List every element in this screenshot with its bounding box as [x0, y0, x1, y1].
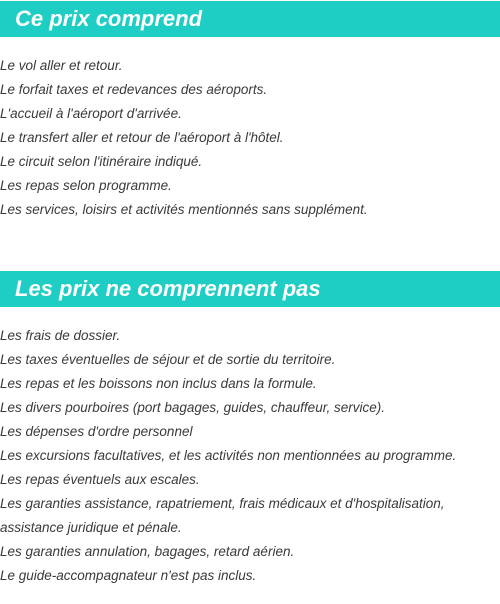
included-item: Le transfert aller et retour de l'aéroport à l'hôtel.: [0, 130, 284, 145]
excluded-list: [0, 324, 456, 588]
excluded-section-title: Les prix ne comprennent pas: [0, 271, 500, 307]
included-item: Le circuit selon l'itinéraire indiqué.: [0, 154, 203, 169]
excluded-item: Les taxes éventuelles de séjour et de sortie du territoire.: [0, 352, 336, 367]
excluded-item: Les garanties assistance, rapatriement, frais médicaux et d'hospitalisation,: [0, 496, 445, 511]
included-item: L'accueil à l'aéroport d'arrivée.: [0, 106, 182, 121]
excluded-item: Les dépenses d'ordre personnel: [0, 424, 193, 439]
included-item: Le forfait taxes et redevances des aéroports.: [0, 82, 268, 97]
excluded-item: Les divers pourboires (port bagages, guides, chauffeur, service).: [0, 400, 385, 415]
excluded-item: Les frais de dossier.: [0, 328, 121, 343]
included-item: Les services, loisirs et activités mentionnés sans supplément.: [0, 202, 368, 217]
excluded-item: Le guide-accompagnateur n'est pas inclus.: [0, 568, 257, 583]
excluded-item: Les garanties annulation, bagages, retard aérien.: [0, 544, 295, 559]
excluded-item: Les repas éventuels aux escales.: [0, 472, 200, 487]
included-item: Le vol aller et retour.: [0, 58, 123, 73]
included-section-title: Ce prix comprend: [0, 1, 500, 37]
excluded-item: Les repas et les boissons non inclus dans la formule.: [0, 376, 317, 391]
included-list: [0, 54, 368, 222]
excluded-item: Les excursions facultatives, et les activités non mentionnées au programme.: [0, 448, 457, 463]
included-item: Les repas selon programme.: [0, 178, 172, 193]
excluded-item: assistance juridique et pénale.: [0, 520, 182, 535]
